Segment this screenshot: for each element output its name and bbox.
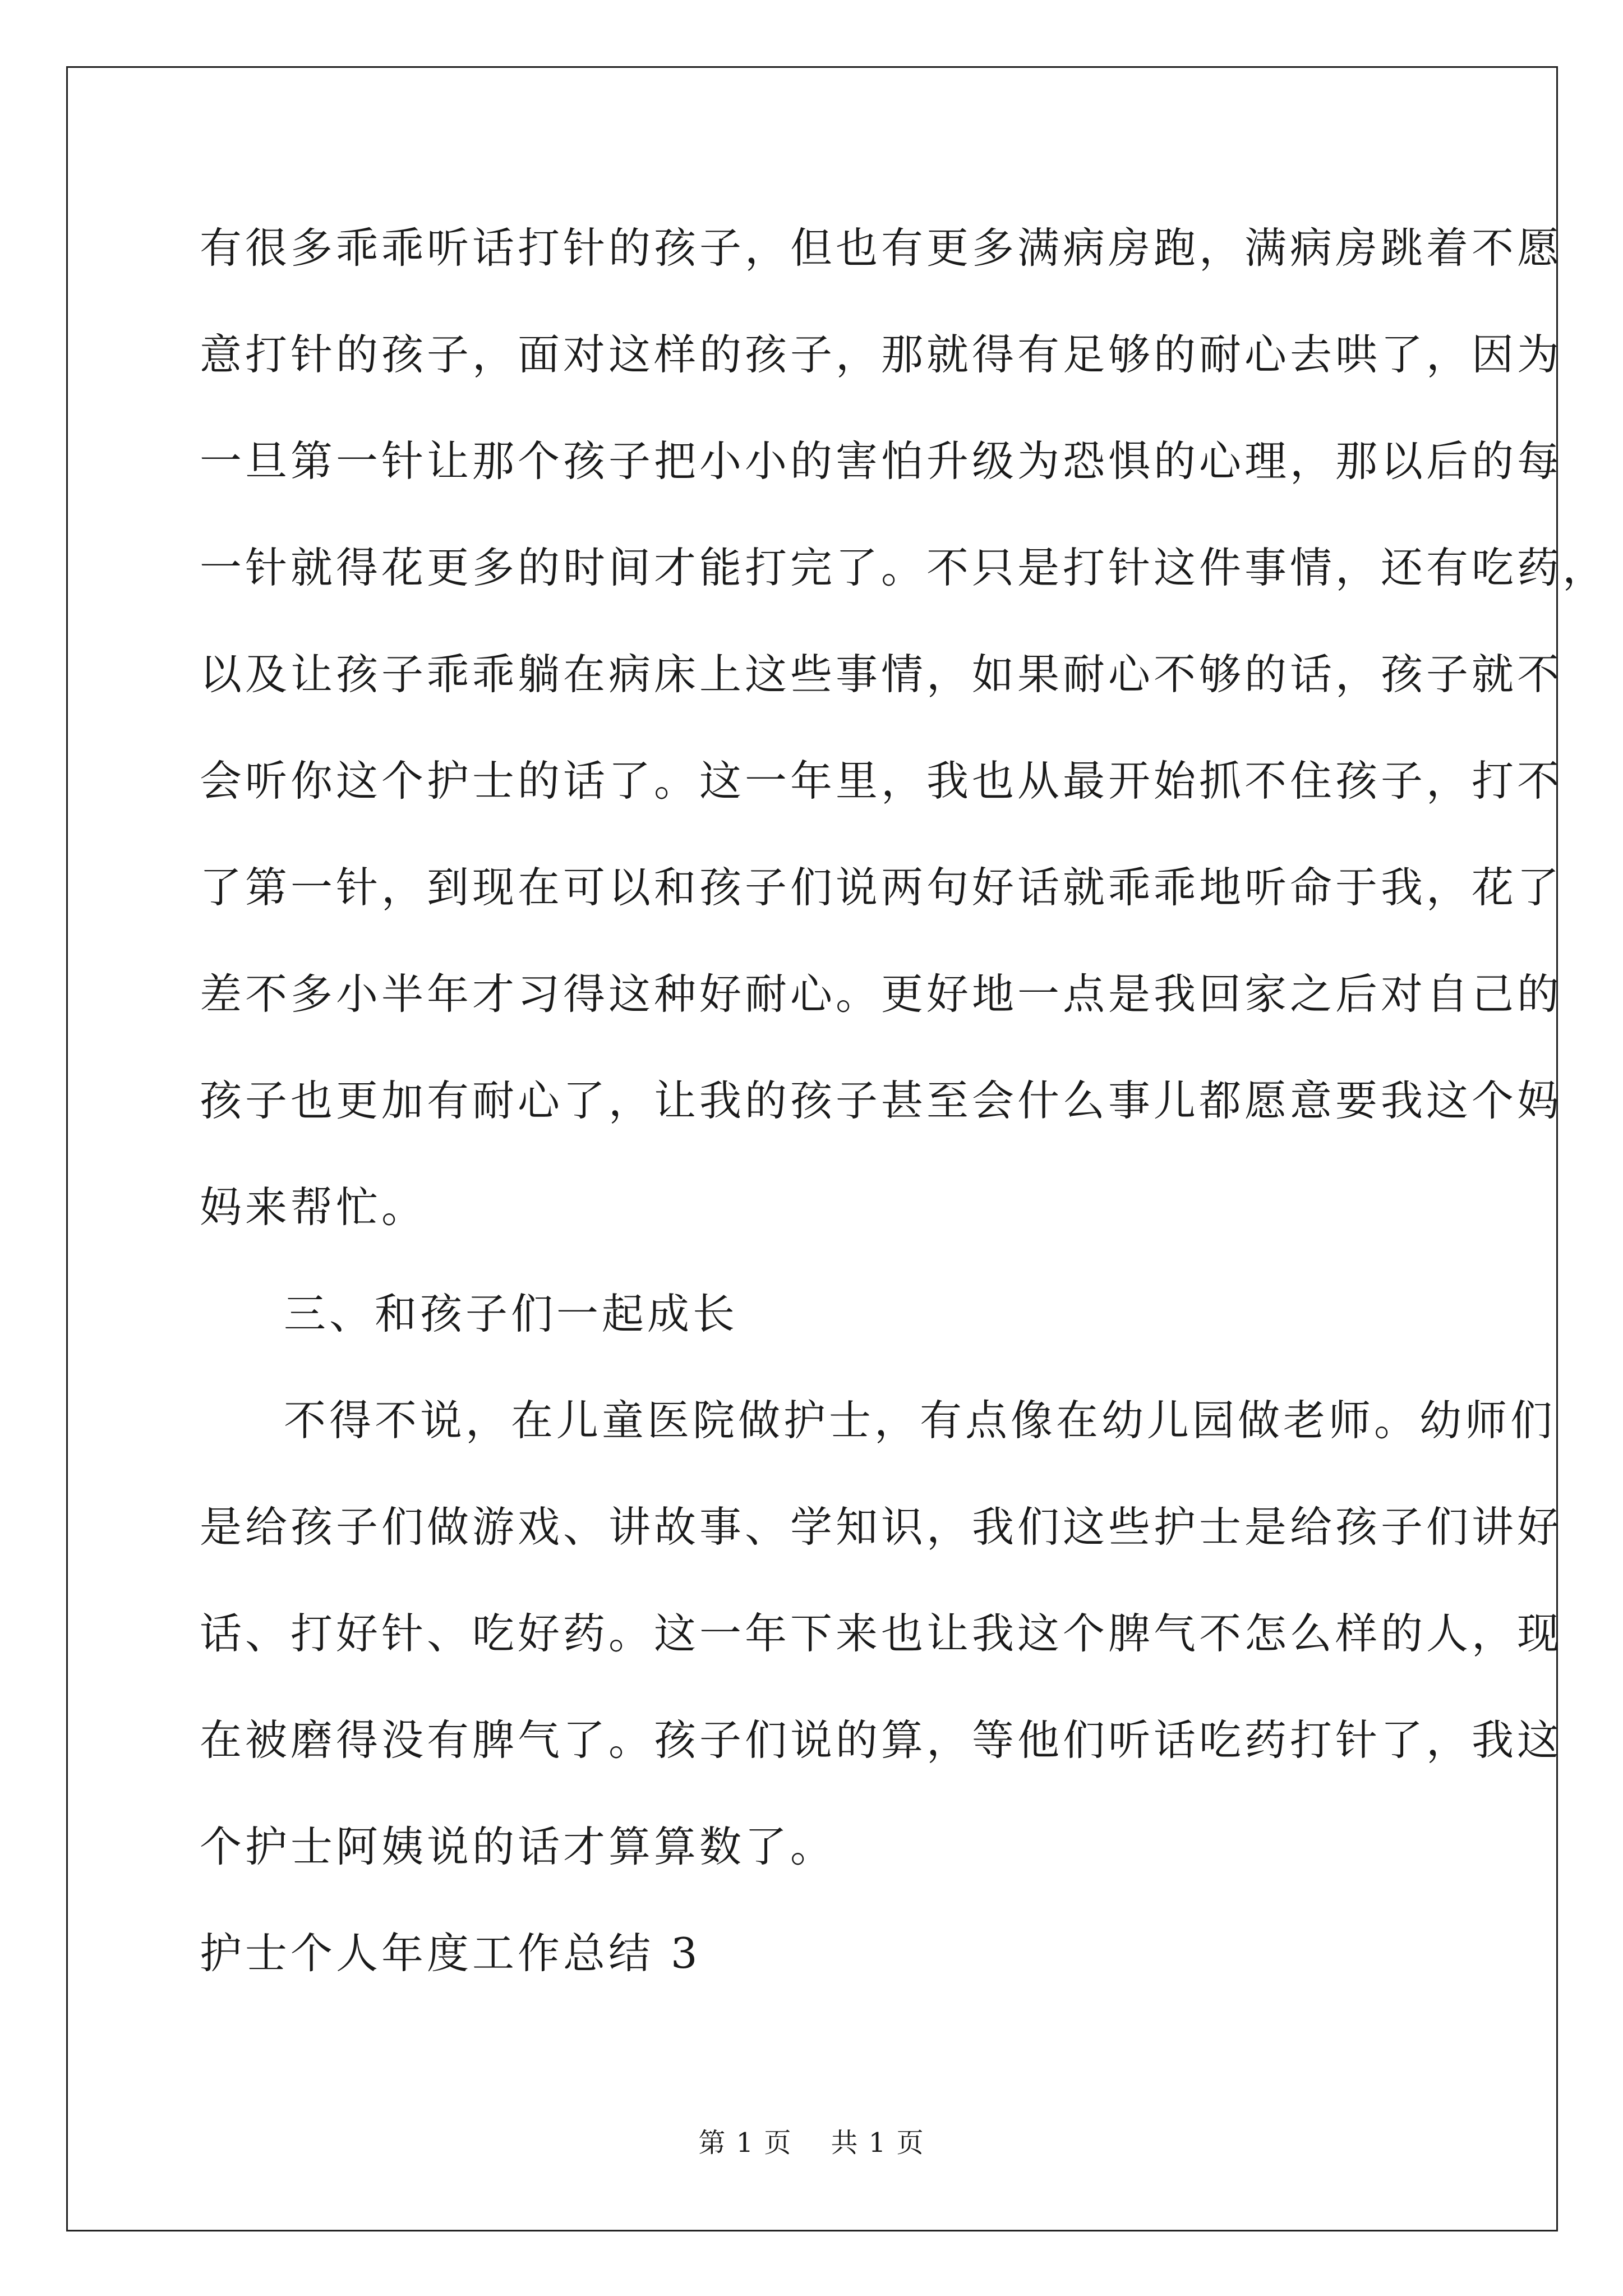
paragraph-line: 话、打好针、吃好药。这一年下来也让我这个脾气不怎么样的人，现 xyxy=(200,1609,1563,1658)
paragraph-line: 意打针的孩子，面对这样的孩子，那就得有足够的耐心去哄了，因为 xyxy=(200,330,1563,379)
section-heading: 三、和孩子们一起成长 xyxy=(284,1289,739,1338)
paragraph-line: 一针就得花更多的时间才能打完了。不只是打针这件事情，还有吃药， xyxy=(200,543,1608,592)
paragraph-line: 一旦第一针让那个孩子把小小的害怕升级为恐惧的心理，那以后的每 xyxy=(200,436,1563,486)
paragraph-line: 差不多小半年才习得这种好耐心。更好地一点是我回家之后对自己的 xyxy=(200,969,1563,1019)
paragraph-line: 会听你这个护士的话了。这一年里，我也从最开始抓不住孩子，打不 xyxy=(200,756,1563,806)
paragraph-line: 妈来帮忙。 xyxy=(200,1182,427,1232)
document-body xyxy=(200,214,1608,2026)
paragraph-line: 孩子也更加有耐心了，让我的孩子甚至会什么事儿都愿意要我这个妈 xyxy=(200,1076,1563,1125)
paragraph-line: 是给孩子们做游戏、讲故事、学知识，我们这些护士是给孩子们讲好 xyxy=(200,1502,1563,1552)
paragraph-line: 个护士阿姨说的话才算算数了。 xyxy=(200,1822,836,1871)
document-title: 护士个人年度工作总结 3 xyxy=(200,1929,701,1978)
paragraph-line: 了第一针，到现在可以和孩子们说两句好话就乖乖地听命于我，花了 xyxy=(200,863,1563,912)
paragraph-line: 有很多乖乖听话打针的孩子，但也有更多满病房跑，满病房跳着不愿 xyxy=(200,223,1563,273)
page-footer: 第 1 页 共 1 页 xyxy=(698,2127,925,2159)
paragraph-line: 在被磨得没有脾气了。孩子们说的算，等他们听话吃药打针了，我这 xyxy=(200,1715,1563,1765)
paragraph-line: 以及让孩子乖乖躺在病床上这些事情，如果耐心不够的话，孩子就不 xyxy=(200,650,1563,699)
paragraph-line: 不得不说，在儿童医院做护士，有点像在幼儿园做老师。幼师们 xyxy=(284,1396,1556,1445)
